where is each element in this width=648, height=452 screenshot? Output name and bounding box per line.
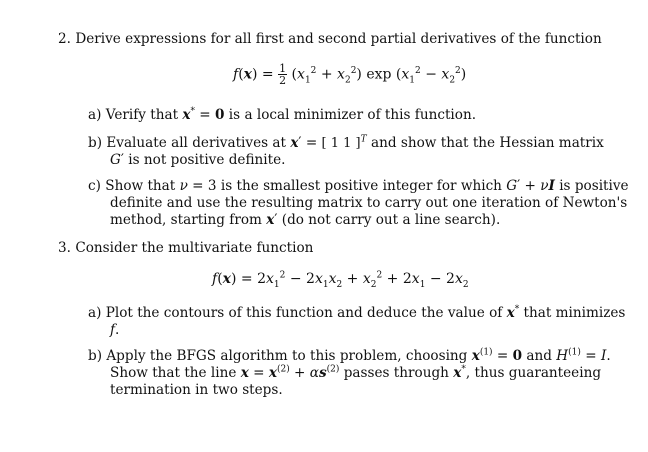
equation-f-2: f(x) = $\frac{1}{2}$ $(x_1^2 + x_2^2)$ $\exp (x_1^2 - x_2^2)$: [233, 62, 467, 87]
problem-2a: a) Verify that x* = 0 is a local minimizer of this function.: [88, 106, 477, 123]
problem-2c-line2: definite and use the resulting matrix to carry out one iteration of Newton's: [110, 195, 628, 211]
item-label: a): [88, 305, 102, 321]
problem-3: [58, 240, 313, 256]
problem-2-intro: Derive expressions for all first and second partial derivatives of the function: [75, 31, 602, 47]
problem-2c-line1: c) Show that ν = 3 is the smallest positive integer for which G′ + νI is positive: [88, 178, 629, 194]
problem-3b-line2: Show that the line $x = x^{(2)} + \alpha s^{(2)}$ passes through x*, thus guaranteeing: [110, 364, 602, 381]
item-label: a): [88, 107, 102, 123]
problem-2b-line2: G′ is not positive definite.: [110, 152, 286, 168]
problem-3b-line1: b) Apply the BFGS algorithm to this problem, choosing $x^{(1)} = 0$ and $H^{(1)} = I$.: [88, 347, 611, 364]
equation-f-3: $f(x) = 2x_1^2 - 2x_1x_2 + x_2^2 + 2x_1 - 2x_2$: [212, 270, 469, 290]
problem-3a-line1: a) Plot the contours of this function and deduce the value of x* that minimizes: [88, 304, 626, 321]
problem-2: [58, 31, 602, 47]
item-label: c): [88, 178, 101, 194]
problem-3-intro: Consider the multivariate function: [75, 240, 314, 256]
item-label: b): [88, 348, 103, 364]
problem-3-number: 3.: [58, 240, 71, 256]
problem-2c-line3: method, starting from x′ (do not carry out a line search).: [110, 212, 501, 228]
problem-2b-line1: b) Evaluate all derivatives at x′ = [ 1 1 ]$^T$ and show that the Hessian matrix: [88, 134, 604, 151]
problem-3b-line3: termination in two steps.: [110, 382, 283, 398]
problem-3a-line2: f.: [110, 322, 120, 338]
problem-2-number: 2.: [58, 31, 71, 47]
item-label: b): [88, 135, 103, 151]
